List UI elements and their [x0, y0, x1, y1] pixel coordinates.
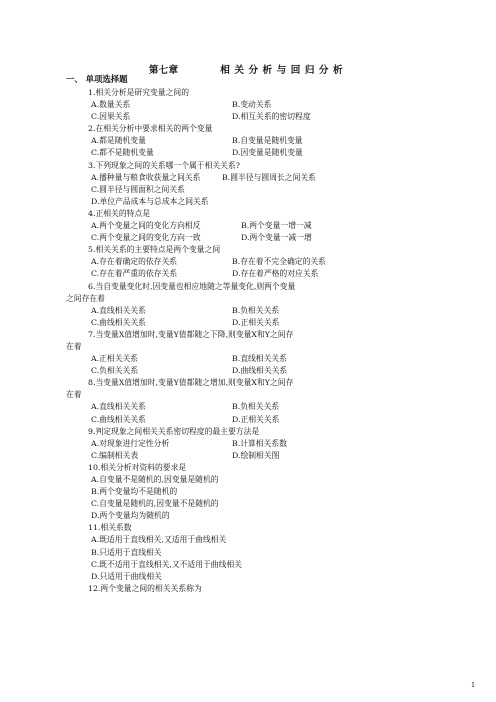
question-stem: 12.两个变量之间的相关关系称为: [88, 583, 202, 593]
question-4: [66, 208, 362, 244]
question-5: [66, 244, 362, 280]
chapter-label: 第七章: [148, 65, 179, 76]
option-c: C.都不是随机变量: [91, 148, 154, 158]
option-b: B.圆半径与圆周长之间关系: [222, 172, 316, 182]
option-c: C.两个变量之间的变化方向一致: [91, 233, 201, 243]
option-c: C.编制相关表: [91, 450, 139, 460]
option-a: A.直线相关关系: [91, 305, 146, 315]
option-a: A.正相关关系: [91, 354, 139, 364]
option-b: B.只适用于直线相关: [91, 547, 162, 557]
chapter-name: 相关分析与回归分析: [220, 65, 348, 76]
question-stem: 11.相关系数: [88, 523, 132, 533]
question-stem: 9.判定现象之间相关关系密切程度的最主要方法是: [88, 426, 260, 436]
option-a: A.自变量不是随机的,因变量是随机的: [91, 475, 219, 484]
section-heading: 一、 单项选择题: [66, 74, 128, 84]
question-2: [66, 123, 362, 159]
option-c: C.曲线相关关系: [91, 317, 146, 327]
option-c: C.自变量是随机的,因变量不是随机的: [91, 499, 219, 509]
question-stem: 2.在相关分析中要求相关的两个变量: [88, 124, 213, 134]
option-d: D.绘制相关图: [232, 450, 280, 460]
option-a: A.播种量与粮食收获量之间关系: [91, 172, 201, 182]
option-b: B.两个变量均不是随机的: [91, 487, 178, 497]
question-6: [66, 281, 362, 329]
question-3: [66, 160, 362, 208]
option-a: A.两个变量之间的变化方向相反: [91, 221, 201, 231]
question-stem: 1.相关分析是研究变量之间的: [88, 88, 190, 97]
option-d: D.单位产品成本与总成本之间关系: [91, 196, 209, 206]
option-c: C.因果关系: [91, 112, 131, 122]
question-stem-continued: 之间存在着: [66, 293, 105, 303]
option-d: D.只适用于曲线相关: [91, 571, 162, 581]
option-d: D.因变量是随机变量: [232, 148, 303, 158]
option-b: B.计算相关系数: [232, 438, 287, 448]
question-stem: 6.当自变量变化时,因变量也相应地随之等量变化,则两个变量: [88, 281, 296, 291]
option-d: D.正相关关系: [232, 414, 280, 424]
option-b: B.自变量是随机变量: [232, 136, 303, 146]
question-stem: 3.下列现象之间的关系哪一个属于相关关系?: [88, 160, 240, 170]
question-stem: 7.当变量X值增加时,变量Y值都随之下降,则变量X和Y之间存: [88, 329, 294, 339]
question-9: [66, 426, 362, 462]
option-d: D.相互关系的密切程度: [232, 112, 311, 122]
question-stem: 10.相关分析对资料的要求是: [88, 462, 187, 472]
question-stem: 4.正相关的特点是: [88, 208, 151, 218]
option-b: B.负相关关系: [232, 402, 280, 412]
question-12: [66, 583, 362, 595]
option-c: C.圆半径与圆面积之间关系: [91, 184, 185, 194]
option-c: C.负相关关系: [91, 366, 139, 376]
option-a: A.都是随机变量: [91, 136, 146, 146]
option-d: D.曲线相关关系: [232, 366, 288, 376]
option-b: B.存在着不完全确定的关系: [232, 257, 326, 267]
question-stem: 8.当变量X值增加时,变量Y值都随之增加,则变量X和Y之间存: [88, 378, 294, 388]
question-10: [66, 462, 362, 522]
page-number: 1: [471, 681, 476, 689]
option-a: A.存在着确定的依存关系: [91, 257, 178, 267]
question-11: [66, 522, 362, 582]
question-stem-continued: 在着: [66, 390, 82, 400]
option-d: D.存在着严格的对应关系: [232, 269, 319, 279]
question-stem-continued: 在着: [66, 341, 82, 351]
option-c: C.存在着严重的依存关系: [91, 269, 178, 279]
question-1: [66, 87, 362, 123]
option-b: B.变动关系: [232, 100, 272, 110]
option-a: A.直线相关关系: [91, 402, 146, 412]
question-8: [66, 377, 362, 425]
option-a: A.既适用于直线相关,又适用于曲线相关: [91, 535, 227, 545]
option-b: B.直线相关关系: [232, 354, 287, 364]
option-d: D.两个变量一减一增: [241, 233, 312, 243]
option-a: A.对现象进行定性分析: [91, 438, 170, 448]
question-stem: 5.相关关系的主要特点是两个变量之间: [88, 245, 221, 255]
option-c: C.曲线相关关系: [91, 414, 146, 424]
question-7: [66, 329, 362, 377]
option-c: C.既不适用于直线相关,又不适用于曲线相关: [91, 559, 242, 569]
question-list: [66, 87, 362, 595]
option-b: B.两个变量一增一减: [241, 221, 312, 231]
option-a: A.数量关系: [91, 100, 131, 110]
option-b: B.负相关关系: [232, 305, 280, 315]
option-d: D.两个变量均为随机的: [91, 511, 170, 521]
option-d: D.正相关关系: [232, 317, 280, 327]
